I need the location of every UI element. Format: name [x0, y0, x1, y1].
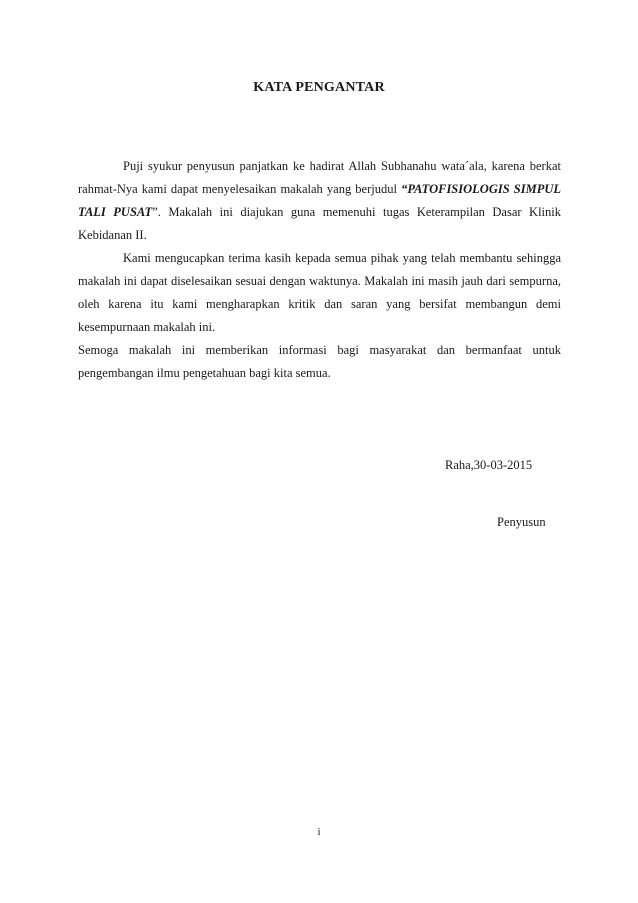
paragraph-intro-start: Puji syukur penyusun panjatkan ke hadirat Allah Subhanahu wata´ala, karena berkat rahmat-Nya kami dapat menyelesaikan makalah yang berjudul — [78, 159, 561, 196]
author-signature: Penyusun — [497, 515, 546, 529]
paragraph-thanks: Kami mengucapkan terima kasih kepada semua pihak yang telah membantu sehingga makalah ini dapat diselesaikan sesuai dengan waktunya. Makalah ini masih jauh dari sempurna, oleh karena itu kami mengharapkan kritik dan saran yang bersifat membangun demi kesempurnaan makalah ini. — [78, 251, 561, 334]
page-number: i — [317, 826, 321, 838]
paragraph-intro-end: ”. Makalah ini diajukan guna memenuhi tugas Keterampilan Dasar Klinik Kebidanan II. — [78, 205, 561, 242]
document-body — [78, 155, 561, 385]
paper-title-highlight: “PATOFISIOLOGIS SIMPUL TALI PUSAT — [78, 182, 561, 219]
place-date: Raha,30-03-2015 — [445, 458, 533, 472]
page-title: KATA PENGANTAR — [253, 80, 385, 95]
paragraph-intro — [78, 155, 561, 247]
paragraph-closing: Semoga makalah ini memberikan informasi bagi masyarakat dan bermanfaat untuk pengembangan ilmu pengetahuan bagi kita semua. — [78, 343, 561, 380]
